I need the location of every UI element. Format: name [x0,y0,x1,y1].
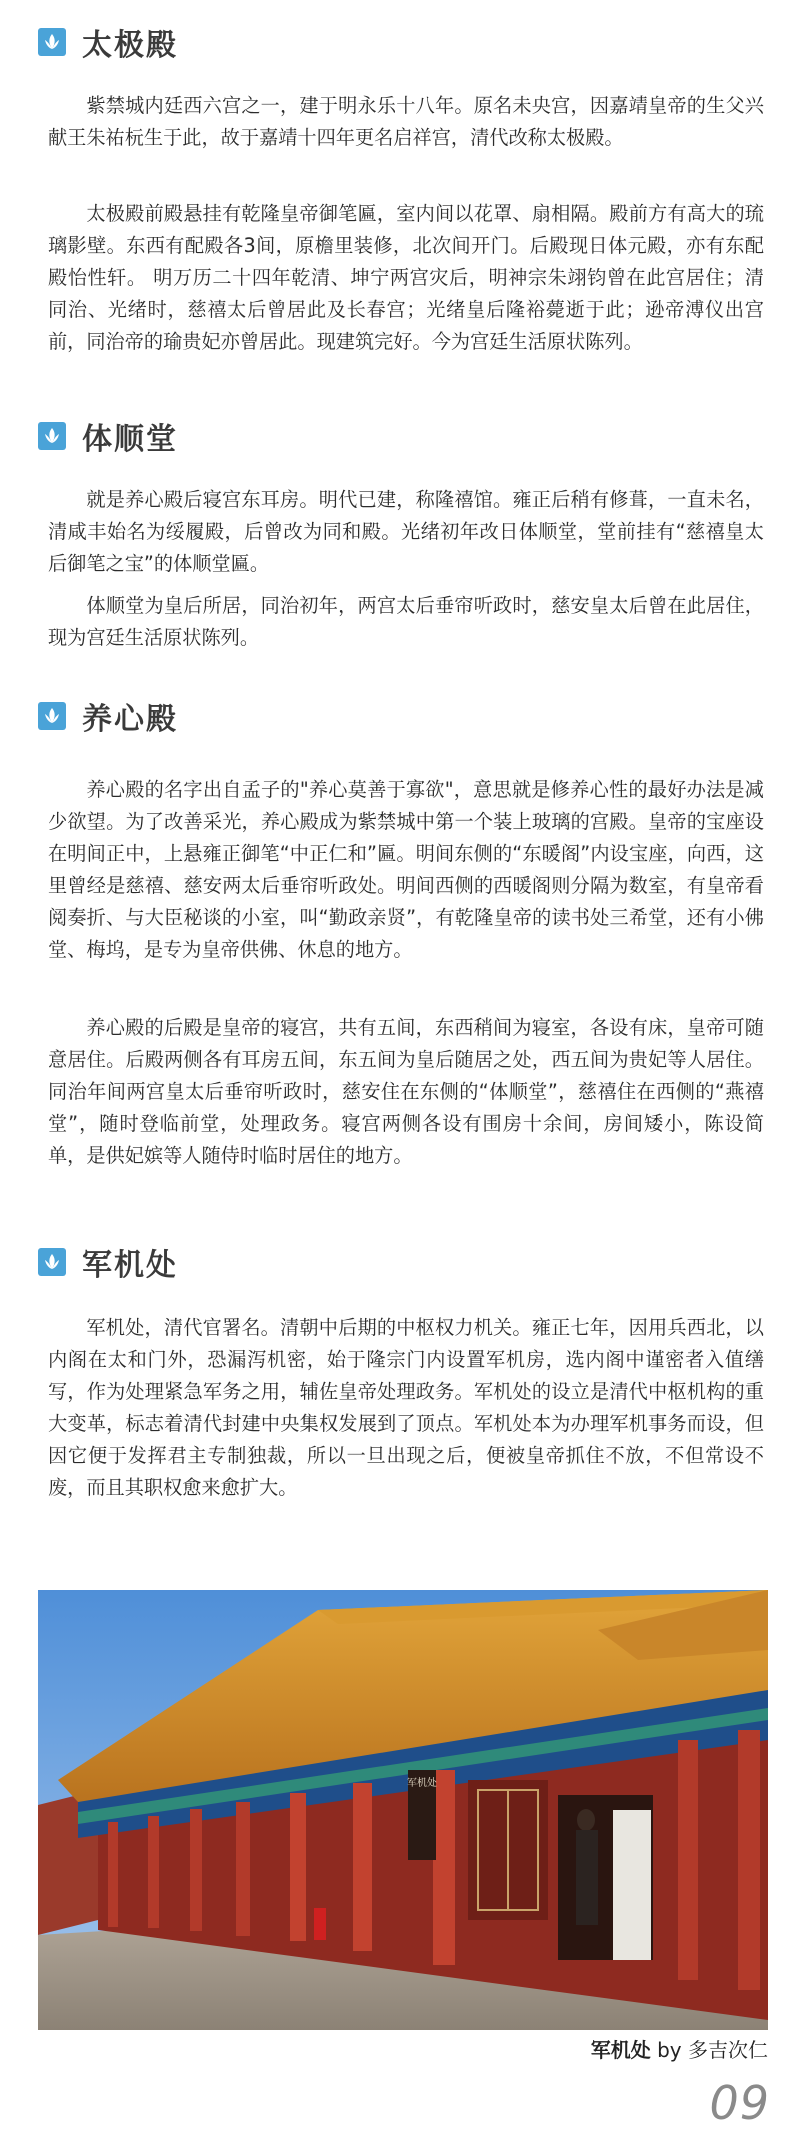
paragraph: 体顺堂为皇后所居，同治初年，两宫太后垂帘听政时，慈安皇太后曾在此居住，现为宫廷生活原状陈列。 [48,594,764,649]
lotus-icon [38,1248,66,1276]
photo-caption [591,2034,768,2063]
lotus-icon [38,28,66,56]
caption-title: 军机处 [590,2038,651,2062]
paragraph: 养心殿的后殿是皇帝的寝宫，共有五间，东西稍间为寝室，各设有床，皇帝可随意居住。后殿两侧各有耳房五间，东五间为皇后随居之处，西五间为贵妃等人居住。同治年间两宫皇太后垂帘听政时，慈安住在东侧的“体顺堂”，慈禧住在西侧的“燕禧堂”，随时登临前堂，处理政务。寝宫两侧各设有围房十余间，房间矮小，陈设简单，是供妃嫔等人随侍时临时居住的地方。 [48,1016,764,1167]
caption-author: by 多吉次仁 [657,2038,768,2062]
paragraph: 养心殿的名字出自孟子的"养心莫善于寡欲"，意思就是修养心性的最好办法是减少欲望。为了改善采光，养心殿成为紫禁城中第一个装上玻璃的宫殿。皇帝的宝座设在明间正中，上悬雍正御笔“中正仁和”匾。明间东侧的“东暖阁”内设宝座，向西，这里曾经是慈禧、慈安两太后垂帘听政处。明间西侧的西暖阁则分隔为数室，有皇帝看阅奏折、与大臣秘谈的小室，叫“勤政亲贤”，有乾隆皇帝的读书处三希堂，还有小佛堂、梅坞，是专为皇帝供佛、休息的地方。 [48,778,764,961]
section-heading-taijidian [38,22,178,62]
photo-sign-text: 军机处 [407,1778,437,1789]
section-title: 体顺堂 [82,422,178,457]
paragraph: 紫禁城内廷西六宫之一，建于明永乐十八年。原名未央宫，因嘉靖皇帝的生父兴献王朱祐杬生于此，故于嘉靖十四年更名启祥宫，清代改称太极殿。 [48,94,764,149]
section-title: 养心殿 [82,702,178,737]
junjichu-photo [38,1590,768,2030]
section-heading-tishuntang [38,416,178,456]
paragraph: 军机处，清代官署名。清朝中后期的中枢权力机关。雍正七年，因用兵西北，以内阁在太和门外，恐漏泻机密，始于隆宗门内设置军机房，选内阁中谨密者入值缮写，作为处理紧急军务之用，辅佐皇帝处理政务。军机处的设立是清代中枢机构的重大变革，标志着清代封建中央集权发展到了顶点。军机处本为办理军机事务而设，但因它便于发挥君主专制独裁，所以一旦出现之后，便被皇帝抓住不放，不但常设不废，而且其职权愈来愈扩大。 [48,1316,764,1499]
section-title: 太极殿 [82,28,178,63]
section-heading-junjichu [38,1242,178,1282]
section-heading-yangxindian [38,696,178,736]
lotus-icon [38,702,66,730]
page-number: 09 [709,2076,770,2130]
section-title: 军机处 [82,1248,178,1283]
paragraph: 就是养心殿后寝宫东耳房。明代已建，称隆禧馆。雍正后稍有修葺，一直未名，清咸丰始名为绥履殿，后曾改为同和殿。光绪初年改日体顺堂，堂前挂有“慈禧皇太后御笔之宝”的体顺堂匾。 [48,488,764,575]
paragraph: 太极殿前殿悬挂有乾隆皇帝御笔匾，室内间以花罩、扇相隔。殿前方有高大的琉璃影壁。东西有配殿各3间，原檐里装修，北次间开门。后殿现日体元殿，亦有东配殿怡性轩。 明万历二十四年乾清、坤宁两宫灾后，明神宗朱翊钧曾在此宫居住；清同治、光绪时，慈禧太后曾居此及长春宫；光绪皇后隆裕薨逝于此；逊帝溥仪出宫前，同治帝的瑜贵妃亦曾居此。现建筑完好。今为宫廷生活原状陈列。 [48,202,764,353]
lotus-icon [38,422,66,450]
